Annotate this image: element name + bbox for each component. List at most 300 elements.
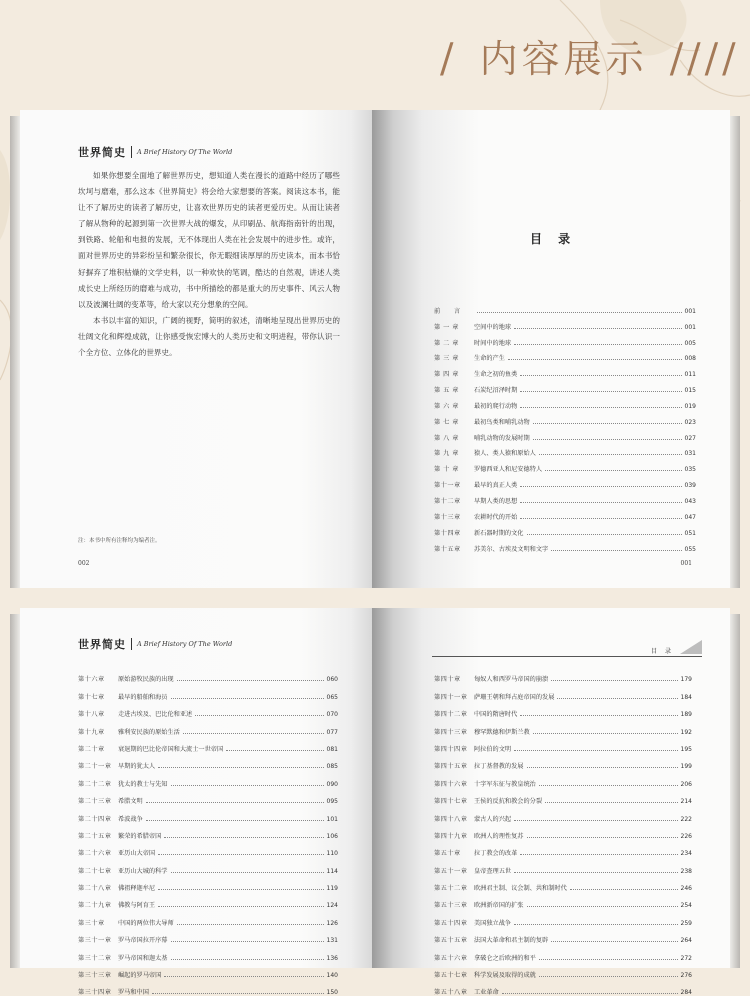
- toc-chapter-number: 第五十三章: [434, 902, 468, 910]
- preface-page: [20, 110, 372, 588]
- intro-paragraph: 如果你想要全面地了解世界历史，想知道人类在漫长的道路中经历了哪些坎坷与磨难，那么这本《世界简史》将会给大家想要的答案。阅读这本书，能让不了解历史的读者了解历史，让喜欢世界历史的读者更爱历史。从而让读者了解从物种的起源到第一次世界大战的爆发，从印刷品、航海指南针的出现，到铁路、轮船和电报的发展，无不体现出人类在社会发展中的进步性。或许，面对世界历史的异彩纷呈和繁杂很长，你无暇细读厚厚的历史读本，而本书恰好摒弃了堆积枯燥的文学史料，以一种欢快的笔调，酷达的自然观，讲述人类成长史上所经历的磨难与成功，书中所描绘的都是重大的历史事件、风云人物以及波澜壮阔的变革等，给大家以充分想象的空间。: [78, 171, 340, 309]
- toc-page-number: 027: [684, 434, 696, 442]
- toc-leader-dots: [551, 680, 677, 681]
- toc-leader-dots: [520, 375, 681, 376]
- toc-entry: [434, 927, 692, 944]
- book-spread-toc: [10, 608, 740, 996]
- toc-entry: [434, 521, 696, 537]
- toc-entry: [78, 718, 338, 735]
- toc-page-number: 101: [326, 815, 338, 823]
- toc-chapter-number: 第五十二章: [434, 885, 468, 893]
- toc-chapter-title: 罗马和中国: [118, 989, 149, 996]
- toc-chapter-title: 希波战争: [118, 815, 143, 823]
- toc-chapter-title: 亚历山大城的科学: [118, 867, 168, 875]
- toc-entry: [434, 457, 696, 473]
- toc-chapter-title: 生命之初的鱼类: [474, 371, 518, 379]
- toc-chapter-number: 第三十一章: [78, 937, 112, 945]
- toc-entry: [434, 442, 696, 458]
- toc-entry: [434, 362, 696, 378]
- header-title-en: A Brief History Of The World: [137, 640, 233, 648]
- toc-page-number: 011: [684, 371, 696, 379]
- toc-page-number: 001: [684, 307, 696, 315]
- toc-chapter-number: 第五十四章: [434, 919, 468, 927]
- toc-leader-dots: [171, 698, 324, 699]
- toc-leader-dots: [539, 976, 678, 977]
- toc-leader-dots: [520, 854, 677, 855]
- toc-entry: [434, 979, 692, 996]
- toc-chapter-number: 第二十三章: [78, 798, 112, 806]
- toc-chapter-title: 哺乳动物的发展时期: [474, 434, 530, 442]
- toc-chapter-title: 欧洲人的理性复苏: [474, 832, 524, 840]
- toc-chapter-number: 第四十六章: [434, 780, 468, 788]
- toc-leader-dots: [514, 344, 681, 345]
- toc-entry: [434, 770, 692, 787]
- toc-page-number: 189: [680, 711, 692, 719]
- toc-entry: [434, 683, 692, 700]
- toc-chapter-number: 第二十五章: [78, 832, 112, 840]
- banner-slash-right: ////: [669, 36, 740, 82]
- toc-chapter-number: 第四十一章: [434, 693, 468, 701]
- toc-page-number: 090: [326, 780, 338, 788]
- toc-chapter-number: 第 四 章: [434, 371, 459, 379]
- toc-page-number: 184: [680, 693, 692, 701]
- header-title-cn: 世界简史: [78, 638, 126, 651]
- toc-chapter-number: 第三十三章: [78, 972, 112, 980]
- toc-entry: [434, 962, 692, 979]
- toc-page-number: 195: [680, 745, 692, 753]
- toc-page-number: 150: [326, 989, 338, 996]
- toc-page-number: 070: [326, 711, 338, 719]
- toc-leader-dots: [514, 924, 677, 925]
- toc-chapter-title: 早期的犹太人: [118, 763, 156, 771]
- toc-leader-dots: [146, 802, 324, 803]
- toc-chapter-title: 雅利安民族的原始生活: [118, 728, 180, 736]
- toc-chapter-title: 佛祖释迦牟尼: [118, 885, 156, 893]
- toc-leader-dots: [514, 872, 677, 873]
- toc-chapter-number: 第十三章: [434, 513, 461, 521]
- toc-chapter-title: 农耕时代的开始: [474, 513, 518, 521]
- toc-chapter-number: 第二十九章: [78, 902, 112, 910]
- toc-chapter-title: 最早的船舶和海员: [118, 693, 168, 701]
- toc-entry: [434, 701, 692, 718]
- toc-leader-dots: [502, 993, 678, 994]
- toc-chapter-number: 第二十章: [78, 745, 105, 753]
- toc-page-number: 106: [326, 832, 338, 840]
- toc-page-number: 035: [684, 466, 696, 474]
- toc-chapter-number: 第五十五章: [434, 937, 468, 945]
- toc-page-number: 254: [680, 902, 692, 910]
- toc-leader-dots: [539, 959, 678, 960]
- toc-chapter-title: 崛起的罗马帝国: [118, 972, 162, 980]
- toc-entry: [434, 378, 696, 394]
- toc-chapter-number: 第十八章: [78, 711, 105, 719]
- toc-chapter-number: 第五十章: [434, 850, 461, 858]
- toc-page-number: 179: [680, 676, 692, 684]
- toc-chapter-title: 石炭纪沼泽时期: [474, 387, 518, 395]
- toc-entry: [434, 857, 692, 874]
- toc-page-number: 214: [680, 798, 692, 806]
- header-title-en: A Brief History Of The World: [137, 148, 233, 156]
- page-edges-left: [10, 116, 20, 588]
- running-header: [78, 144, 358, 160]
- toc-chapter-number: 第四十章: [434, 676, 461, 684]
- toc-entry: [78, 927, 338, 944]
- toc-title: 目 录: [530, 232, 577, 246]
- toc-chapter-title: 蒙古人的兴起: [474, 815, 512, 823]
- toc-entry: [434, 840, 692, 857]
- toc-chapter-title: 最初鸟类和哺乳动物: [474, 418, 530, 426]
- toc-chapter-title: 犹太的教士与先知: [118, 780, 168, 788]
- toc-chapter-number: 第四十八章: [434, 815, 468, 823]
- toc-chapter-title: 美国独立战争: [474, 919, 512, 927]
- toc-chapter-title: 中国的两位伟大导师: [118, 919, 174, 927]
- toc-page-number: 081: [326, 745, 338, 753]
- toc-page-number: 206: [680, 780, 692, 788]
- toc-entry: [78, 805, 338, 822]
- toc-leader-dots: [520, 518, 681, 519]
- book-spread-intro: [10, 110, 740, 588]
- page-number: 002: [78, 560, 90, 567]
- header-toc-label: 目 录: [651, 648, 674, 655]
- toc-entry: [434, 909, 692, 926]
- banner-title: 内容展示: [479, 37, 648, 81]
- toc-leader-dots: [520, 486, 681, 487]
- toc-leader-dots: [195, 715, 323, 716]
- toc-page-number: 126: [326, 919, 338, 927]
- toc-entry: [78, 666, 338, 683]
- toc-page-number: 124: [326, 902, 338, 910]
- toc-chapter-number: 第二十八章: [78, 885, 112, 893]
- toc-entry: [434, 892, 692, 909]
- toc-entry: [434, 489, 696, 505]
- toc-page-left: [20, 608, 372, 996]
- toc-chapter-number: 第十四章: [434, 529, 461, 537]
- toc-entry: [434, 788, 692, 805]
- toc-chapter-number: 第 八 章: [434, 434, 459, 442]
- toc-chapter-number: 第二十二章: [78, 780, 112, 788]
- toc-entry: [78, 753, 338, 770]
- toc-chapter-title: 新石器时期的文化: [474, 529, 524, 537]
- toc-chapter-number: 第 六 章: [434, 402, 459, 410]
- toc-page-number: 226: [680, 832, 692, 840]
- toc-chapter-number: 第十二章: [434, 497, 461, 505]
- toc-chapter-title: 王侯的反抗和教会的分裂: [474, 798, 543, 806]
- toc-page-number: 077: [326, 728, 338, 736]
- toc-leader-dots: [514, 750, 677, 751]
- toc-entry: [434, 718, 692, 735]
- toc-chapter-number: 第五十七章: [434, 972, 468, 980]
- toc-entry: [78, 962, 338, 979]
- toc-chapter-title: 欧洲新帝国的扩张: [474, 902, 524, 910]
- toc-page-number: 031: [684, 450, 696, 458]
- toc-entry: [434, 315, 696, 331]
- toc-leader-dots: [539, 785, 678, 786]
- toc-page-right: [372, 608, 730, 996]
- toc-chapter-number: 第三十四章: [78, 989, 112, 996]
- toc-leader-dots: [477, 312, 682, 313]
- toc-entry: [78, 979, 338, 996]
- toc-chapter-title: 最初的爬行动物: [474, 402, 518, 410]
- toc-chapter-title: 猿人、类人猿和原始人: [474, 450, 536, 458]
- toc-entry: [78, 909, 338, 926]
- toc-chapter-title: 佛教与阿育王: [118, 902, 156, 910]
- toc-chapter-title: 法国大革命和君主制的复辟: [474, 937, 549, 945]
- toc-chapter-number: 前 言: [434, 307, 461, 315]
- toc-leader-dots: [171, 959, 324, 960]
- toc-entry: [78, 823, 338, 840]
- toc-entry: [78, 840, 338, 857]
- toc-page-number: 047: [684, 513, 696, 521]
- toc-chapter-title: 皇帝查理五世: [474, 867, 512, 875]
- toc-entry: [434, 331, 696, 347]
- toc-page-number: 008: [684, 355, 696, 363]
- toc-leader-dots: [527, 837, 678, 838]
- toc-leader-dots: [520, 715, 677, 716]
- toc-chapter-number: 第二十四章: [78, 815, 112, 823]
- toc-page-number: 065: [326, 693, 338, 701]
- toc-page-number: 119: [326, 885, 338, 893]
- toc-list: [434, 299, 696, 553]
- toc-page-number: 199: [680, 763, 692, 771]
- toc-chapter-number: 第 十 章: [434, 466, 459, 474]
- toc-leader-dots: [177, 924, 324, 925]
- footnote: 注：本书中所有注释均为编者注。: [78, 538, 161, 544]
- toc-entry: [434, 875, 692, 892]
- toc-leader-dots: [152, 993, 324, 994]
- toc-page-number: 095: [326, 798, 338, 806]
- toc-leader-dots: [533, 733, 678, 734]
- toc-page-number: 259: [680, 919, 692, 927]
- toc-leader-dots: [514, 820, 677, 821]
- toc-leader-dots: [158, 906, 323, 907]
- toc-chapter-number: 第三十二章: [78, 954, 112, 962]
- toc-leader-dots: [177, 680, 324, 681]
- toc-chapter-number: 第五十八章: [434, 989, 468, 996]
- toc-chapter-title: 欧洲君主制、议会制、共和制时代: [474, 885, 567, 893]
- toc-chapter-number: 第 二 章: [434, 339, 459, 347]
- toc-chapter-title: 中国的隋唐时代: [474, 711, 518, 719]
- toc-chapter-number: 第二十一章: [78, 763, 112, 771]
- toc-chapter-number: 第四十七章: [434, 798, 468, 806]
- toc-chapter-title: 最早的真正人类: [474, 482, 518, 490]
- toc-chapter-number: 第 九 章: [434, 450, 459, 458]
- toc-chapter-number: 第十九章: [78, 728, 105, 736]
- toc-page-number: 246: [680, 885, 692, 893]
- toc-entry: [434, 805, 692, 822]
- toc-leader-dots: [226, 750, 323, 751]
- toc-page-number: 039: [684, 482, 696, 490]
- toc-chapter-number: 第 五 章: [434, 387, 459, 395]
- toc-page-number: 222: [680, 815, 692, 823]
- toc-page-number: 043: [684, 497, 696, 505]
- toc-leader-dots: [533, 423, 682, 424]
- toc-chapter-number: 第三十章: [78, 919, 105, 927]
- toc-chapter-number: 第四十四章: [434, 745, 468, 753]
- toc-chapter-title: 拿破仑之后欧洲的和平: [474, 954, 536, 962]
- toc-leader-dots: [527, 767, 678, 768]
- toc-chapter-title: 早期人类的思想: [474, 497, 518, 505]
- toc-leader-dots: [520, 407, 681, 408]
- toc-entry: [78, 875, 338, 892]
- toc-chapter-number: 第四十三章: [434, 728, 468, 736]
- toc-entry: [434, 944, 692, 961]
- toc-chapter-title: 罗马帝国拉开序幕: [118, 937, 168, 945]
- toc-entry: [78, 892, 338, 909]
- toc-leader-dots: [527, 534, 682, 535]
- toc-page-number: 023: [684, 418, 696, 426]
- toc-entry: [434, 347, 696, 363]
- toc-page-number: 140: [326, 972, 338, 980]
- running-header: [78, 636, 358, 652]
- page-edges-right: [730, 614, 740, 968]
- toc-leader-dots: [570, 889, 678, 890]
- toc-page-number: 055: [684, 545, 696, 553]
- toc-entry: [434, 753, 692, 770]
- toc-page-number: 110: [326, 850, 338, 858]
- section-banner: [440, 28, 740, 88]
- page-edges-left: [10, 614, 20, 968]
- toc-chapter-number: 第 七 章: [434, 418, 459, 426]
- toc-entry: [434, 426, 696, 442]
- toc-chapter-number: 第 一 章: [434, 323, 459, 331]
- toc-page-number: 085: [326, 763, 338, 771]
- toc-entry: [434, 299, 696, 315]
- toc-entry: [434, 537, 696, 553]
- toc-entry: [434, 736, 692, 753]
- header-divider: [131, 638, 132, 650]
- toc-chapter-title: 原始游牧民族的出现: [118, 676, 174, 684]
- toc-leader-dots: [171, 941, 324, 942]
- page-edges-right: [730, 116, 740, 588]
- toc-leader-dots: [514, 328, 681, 329]
- toc-page-number: 114: [326, 867, 338, 875]
- toc-leader-dots: [183, 733, 324, 734]
- toc-list: [78, 666, 338, 996]
- toc-chapter-number: 第五十一章: [434, 867, 468, 875]
- toc-chapter-title: 生命的产生: [474, 355, 505, 363]
- toc-entry: [78, 857, 338, 874]
- toc-list: [434, 666, 692, 996]
- toc-chapter-number: 第十六章: [78, 676, 105, 684]
- toc-chapter-title: 拉丁基督教的发展: [474, 763, 524, 771]
- toc-entry: [78, 770, 338, 787]
- toc-chapter-title: 工业革命: [474, 989, 499, 996]
- toc-chapter-title: 拉丁教会的改革: [474, 850, 518, 858]
- toc-chapter-number: 第四十五章: [434, 763, 468, 771]
- toc-page-number: 234: [680, 850, 692, 858]
- header-divider: [131, 146, 132, 158]
- toc-leader-dots: [158, 854, 323, 855]
- toc-leader-dots: [527, 906, 678, 907]
- toc-chapter-title: 科学发展及取得的成就: [474, 972, 536, 980]
- toc-page-number: 272: [680, 954, 692, 962]
- toc-chapter-number: 第四十九章: [434, 832, 468, 840]
- toc-chapter-number: 第五十六章: [434, 954, 468, 962]
- toc-chapter-title: 罗德西亚人和尼安德特人: [474, 466, 543, 474]
- toc-page-number: 005: [684, 339, 696, 347]
- toc-entry: [434, 394, 696, 410]
- toc-chapter-number: 第四十二章: [434, 711, 468, 719]
- toc-chapter-number: 第 三 章: [434, 355, 459, 363]
- toc-chapter-title: 罗马帝国和迦太基: [118, 954, 168, 962]
- toc-chapter-title: 亚历山大帝国: [118, 850, 156, 858]
- toc-chapter-number: 第十七章: [78, 693, 105, 701]
- toc-leader-dots: [551, 941, 677, 942]
- toc-leader-dots: [508, 359, 682, 360]
- toc-entry: [78, 788, 338, 805]
- toc-chapter-title: 阿拉伯的文明: [474, 745, 512, 753]
- toc-entry: [78, 944, 338, 961]
- corner-triangle-icon: [680, 640, 702, 654]
- toc-entry: [78, 701, 338, 718]
- toc-leader-dots: [164, 837, 323, 838]
- toc-page-number: 131: [326, 937, 338, 945]
- toc-entry: [434, 666, 692, 683]
- toc-page-number: 015: [684, 387, 696, 395]
- toc-leader-dots: [171, 872, 324, 873]
- toc-page-number: 192: [680, 728, 692, 736]
- toc-leader-dots: [545, 802, 677, 803]
- toc-leader-dots: [557, 698, 677, 699]
- toc-page: [372, 110, 730, 588]
- toc-leader-dots: [533, 439, 682, 440]
- header-title-cn: 世界简史: [78, 146, 126, 159]
- toc-page-number: 238: [680, 867, 692, 875]
- toc-entry: [434, 473, 696, 489]
- toc-chapter-title: 十字军东征与教皇统治: [474, 780, 536, 788]
- toc-entry: [78, 683, 338, 700]
- toc-page-number: 264: [680, 937, 692, 945]
- toc-chapter-title: 空间中的地球: [474, 323, 512, 331]
- toc-leader-dots: [171, 785, 324, 786]
- toc-page-number: 001: [684, 323, 696, 331]
- toc-leader-dots: [520, 391, 681, 392]
- header-rule: [432, 656, 702, 657]
- toc-page-number: 019: [684, 402, 696, 410]
- toc-leader-dots: [539, 454, 682, 455]
- toc-chapter-number: 第十一章: [434, 482, 461, 490]
- toc-chapter-title: 繁荣的希腊帝国: [118, 832, 162, 840]
- toc-page-number: 051: [684, 529, 696, 537]
- toc-leader-dots: [158, 889, 323, 890]
- toc-entry: [434, 823, 692, 840]
- toc-chapter-title: 希腊文明: [118, 798, 143, 806]
- toc-chapter-title: 走进古埃及、巴比伦和亚述: [118, 711, 193, 719]
- toc-leader-dots: [164, 976, 323, 977]
- toc-leader-dots: [146, 820, 324, 821]
- toc-leader-dots: [158, 767, 323, 768]
- toc-leader-dots: [551, 550, 681, 551]
- toc-chapter-title: 苏美尔、古埃及文明和文字: [474, 545, 549, 553]
- toc-entry: [434, 505, 696, 521]
- toc-page-number: 276: [680, 972, 692, 980]
- toc-chapter-number: 第十五章: [434, 545, 461, 553]
- toc-chapter-title: 穆罕默德和伊斯兰教: [474, 728, 530, 736]
- toc-chapter-title: 萨珊王朝和拜占庭帝国的发展: [474, 693, 555, 701]
- toc-chapter-number: 第二十七章: [78, 867, 112, 875]
- page-number: 001: [680, 560, 692, 567]
- toc-entry: [434, 410, 696, 426]
- toc-chapter-title: 时间中的地球: [474, 339, 512, 347]
- intro-paragraph: 本书以丰富的知识，广阔的视野，简明的叙述，清晰地呈现出世界历史的壮阔文化和辉煌成就，让你感受恢宏博大的人类历史和文明进程，带你认识一个全方位、立体化的世界史。: [78, 316, 340, 358]
- toc-chapter-title: 衰退期的巴比伦帝国和大流士一世帝国: [118, 745, 224, 753]
- toc-page-number: 136: [326, 954, 338, 962]
- toc-page-number: 060: [326, 676, 338, 684]
- toc-chapter-number: 第二十六章: [78, 850, 112, 858]
- toc-leader-dots: [520, 502, 681, 503]
- banner-slash-left: /: [440, 36, 458, 82]
- toc-page-number: 284: [680, 989, 692, 996]
